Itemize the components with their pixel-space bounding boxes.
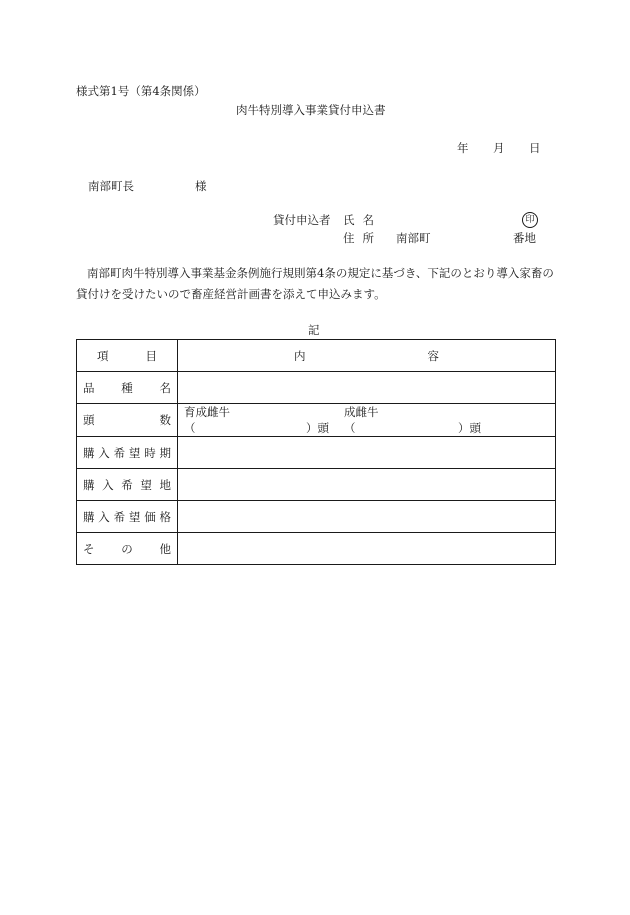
table-header-row — [77, 340, 556, 372]
label-char: 数 — [159, 413, 171, 427]
table-row — [77, 437, 556, 469]
label-char: 望 — [128, 509, 141, 524]
label-char: 入 — [102, 477, 114, 492]
label-char: 頭 — [83, 413, 95, 427]
label-char: 品 — [83, 380, 95, 395]
row-label-other — [77, 533, 178, 565]
table-row — [77, 404, 556, 437]
content-cell-purchase-price[interactable] — [178, 501, 556, 533]
label-char: 期 — [159, 445, 171, 460]
heifer-label: 育成雌牛（ — [184, 405, 230, 435]
header-content-cell — [178, 340, 556, 372]
label-char: の — [121, 541, 133, 556]
table-row — [77, 533, 556, 565]
label-char: 購 — [83, 477, 95, 492]
address-label: 住所 — [343, 231, 382, 245]
date-month: 月 — [493, 141, 505, 155]
heifer-unit: ）頭 — [306, 421, 329, 435]
row-label-head-count — [77, 404, 178, 437]
label-char: 入 — [98, 445, 110, 460]
label-char: 望 — [140, 477, 152, 492]
header-content-char: 容 — [427, 348, 439, 363]
label-char: 名 — [159, 380, 171, 395]
seal-mark: 印 — [522, 212, 538, 228]
application-table — [76, 339, 556, 565]
label-char: 種 — [121, 380, 133, 395]
applicant-label: 貸付申込者 — [273, 213, 331, 227]
address-banchi: 番地 — [513, 231, 536, 245]
header-item-cell — [77, 340, 178, 372]
label-char: 格 — [159, 509, 171, 524]
document-title: 肉牛特別導入事業貸付申込書 — [236, 103, 386, 117]
form-number: 様式第1号（第4条関係） — [76, 84, 206, 98]
content-cell-purchase-period[interactable] — [178, 437, 556, 469]
row-label-variety — [77, 372, 178, 404]
address-town: 南部町 — [396, 231, 431, 245]
addressee-honorific: 様 — [195, 179, 207, 193]
header-item-char: 項 — [97, 348, 109, 363]
label-char: 価 — [144, 509, 156, 524]
label-char: 他 — [159, 541, 171, 556]
label-char: 希 — [113, 445, 126, 460]
header-item-char: 目 — [145, 348, 157, 363]
table-row — [77, 372, 556, 404]
content-cell-head-count[interactable] — [178, 404, 556, 437]
ki-heading: 記 — [308, 323, 320, 337]
date-year: 年 — [457, 141, 469, 155]
label-char: 購 — [83, 509, 95, 524]
label-char: 望 — [128, 445, 141, 460]
label-char: 希 — [121, 477, 133, 492]
date-day: 日 — [529, 141, 541, 155]
label-char: そ — [83, 541, 95, 556]
table-row — [77, 501, 556, 533]
row-label-purchase-price — [77, 501, 178, 533]
content-cell-other[interactable] — [178, 533, 556, 565]
cow-label: 成雌牛（ — [344, 405, 379, 435]
name-label: 氏名 — [343, 213, 382, 227]
label-char: 購 — [83, 445, 95, 460]
header-content-char: 内 — [294, 348, 306, 363]
content-cell-purchase-place[interactable] — [178, 469, 556, 501]
table-row — [77, 469, 556, 501]
label-char: 入 — [98, 509, 110, 524]
application-statement: 南部町肉牛特別導入事業基金条例施行規則第4条の規定に基づき、下記のとおり導入家畜の貸付けを受けたいので畜産経営計画書を添えて申込みます。 — [76, 266, 554, 301]
addressee-name: 南部町長 — [88, 179, 134, 193]
row-label-purchase-place — [77, 469, 178, 501]
row-label-purchase-period — [77, 437, 178, 469]
label-char: 希 — [113, 509, 126, 524]
cow-unit: ）頭 — [458, 421, 481, 435]
label-char: 地 — [159, 477, 171, 492]
label-char: 時 — [144, 445, 156, 460]
content-cell-variety[interactable] — [178, 372, 556, 404]
